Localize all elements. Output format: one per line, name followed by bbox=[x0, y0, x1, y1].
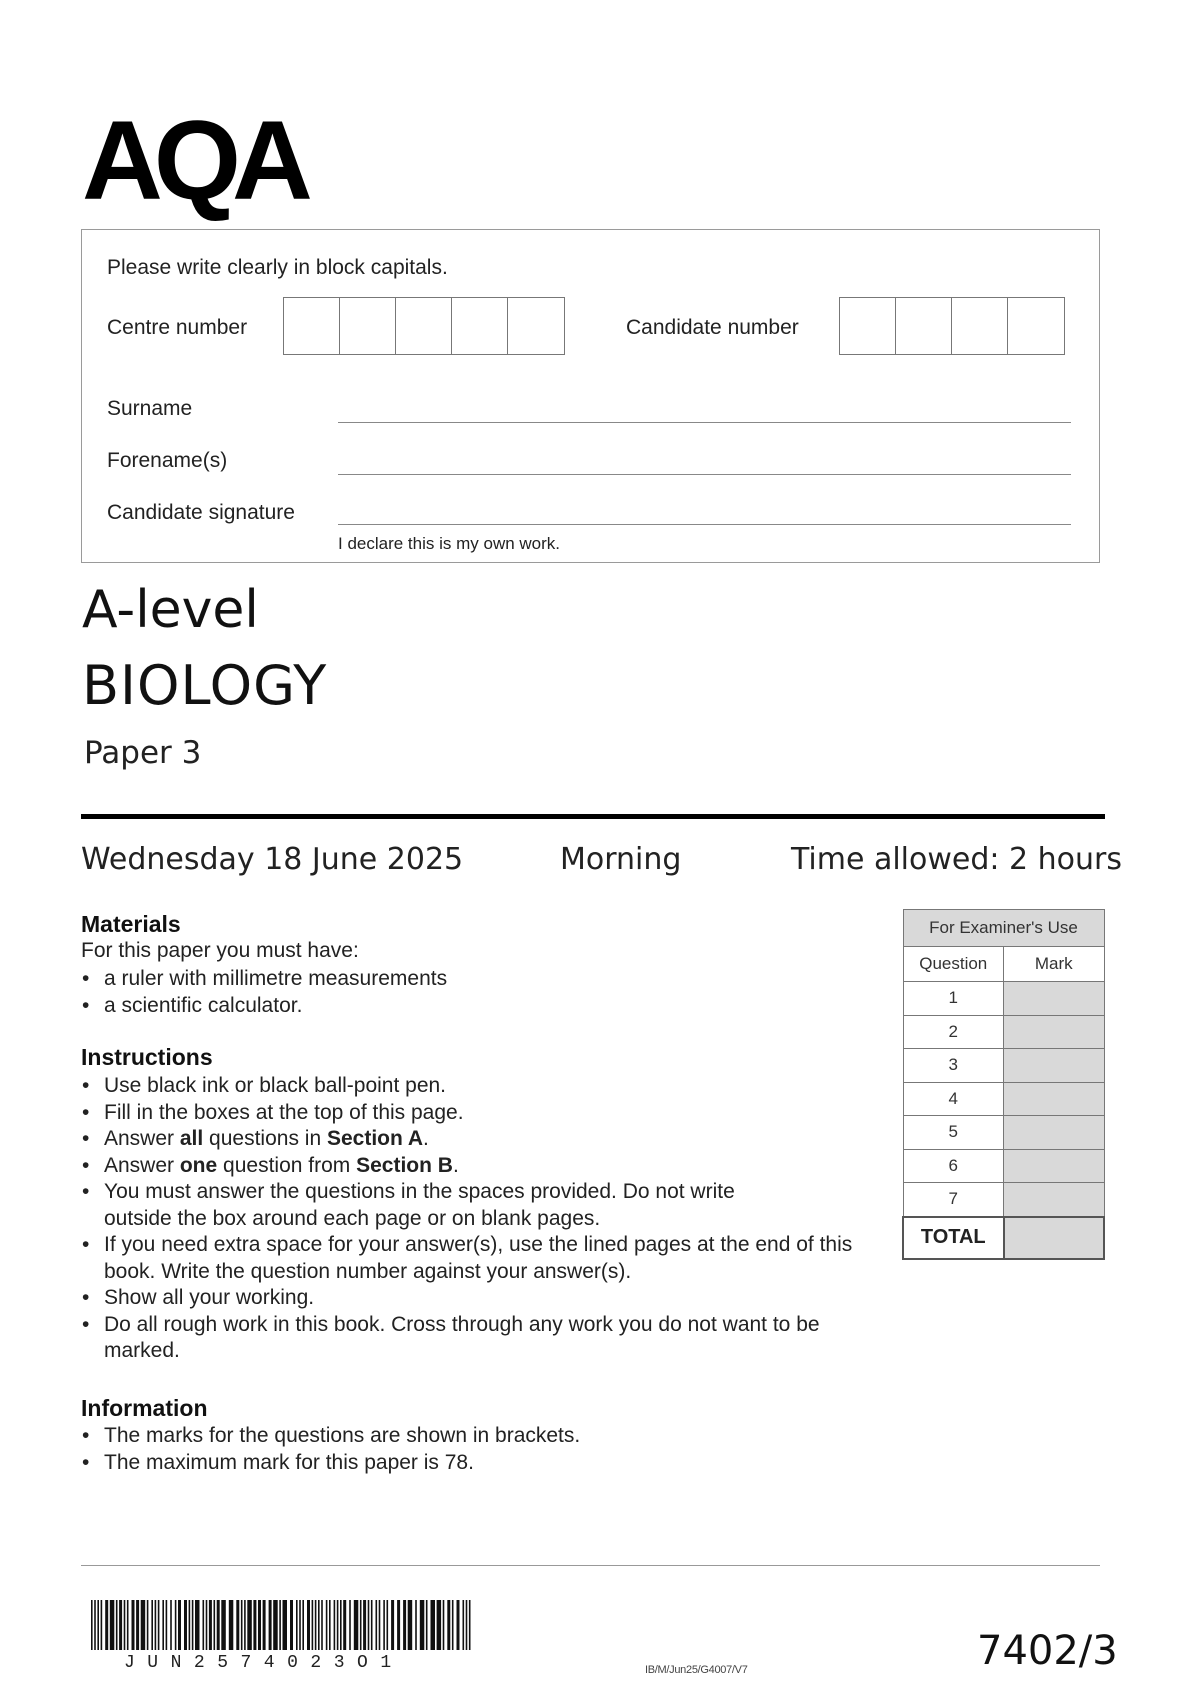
list-item: • If you need extra space for your answer(s), use the lined pages at the end of this book. Write the question number against your answer(s). bbox=[81, 1232, 884, 1285]
question-number: 5 bbox=[903, 1116, 1004, 1150]
barcode-bar bbox=[155, 1600, 157, 1650]
total-label: TOTAL bbox=[903, 1217, 1004, 1259]
barcode-bar bbox=[469, 1600, 471, 1650]
mark-cell bbox=[1004, 1082, 1105, 1116]
barcode-bar bbox=[263, 1600, 266, 1650]
barcode-bar bbox=[170, 1600, 172, 1650]
barcode-bar bbox=[466, 1600, 468, 1650]
list-item: • Fill in the boxes at the top of this page. bbox=[81, 1100, 881, 1127]
barcode-bar bbox=[299, 1600, 301, 1650]
barcode-bar bbox=[217, 1600, 220, 1650]
list-item: • You must answer the questions in the spaces provided. Do not write outside the box around each page or on blank pages. bbox=[81, 1179, 794, 1232]
mark-column-header: Mark bbox=[1004, 947, 1105, 982]
forenames-line[interactable] bbox=[338, 474, 1071, 475]
candidate-number-digit-box[interactable] bbox=[952, 298, 1008, 354]
barcode-bar bbox=[343, 1600, 346, 1650]
materials-intro: For this paper you must have: bbox=[81, 939, 359, 962]
barcode-bar bbox=[420, 1600, 425, 1650]
forenames-label: Forename(s) bbox=[107, 449, 228, 472]
footer-divider bbox=[81, 1565, 1100, 1566]
barcode-bar bbox=[321, 1600, 323, 1650]
mark-cell bbox=[1004, 1116, 1105, 1150]
barcode-bar bbox=[360, 1600, 362, 1650]
barcode-bar bbox=[195, 1600, 200, 1650]
barcode-bar bbox=[379, 1600, 381, 1650]
list-item: • Show all your working. bbox=[81, 1285, 881, 1312]
mark-cell bbox=[1004, 1049, 1105, 1083]
examiner-use-table bbox=[902, 909, 1105, 1260]
barcode-bar bbox=[124, 1600, 126, 1650]
barcode-bar bbox=[290, 1600, 293, 1650]
barcode-bar bbox=[147, 1600, 149, 1650]
barcode-bar bbox=[457, 1600, 460, 1650]
barcode-bar bbox=[244, 1600, 246, 1650]
barcode-bar bbox=[397, 1600, 400, 1650]
barcode-bar bbox=[241, 1600, 243, 1650]
candidate-number-boxes[interactable] bbox=[839, 297, 1065, 355]
candidate-number-digit-box[interactable] bbox=[1008, 298, 1064, 354]
mark-cell bbox=[1004, 1149, 1105, 1183]
barcode-bar bbox=[97, 1600, 99, 1650]
subject-title: BIOLOGY bbox=[82, 654, 328, 717]
header-divider bbox=[81, 814, 1105, 819]
barcode-bar bbox=[387, 1600, 389, 1650]
list-item: • a scientific calculator. bbox=[81, 993, 447, 1020]
barcode-bar bbox=[229, 1600, 234, 1650]
barcode-bar bbox=[408, 1600, 413, 1650]
signature-line[interactable] bbox=[338, 524, 1071, 525]
barcode-bar bbox=[443, 1600, 445, 1650]
barcode-bar bbox=[132, 1600, 135, 1650]
mark-cell bbox=[1004, 1183, 1105, 1217]
list-item: • The maximum mark for this paper is 78. bbox=[81, 1450, 580, 1477]
barcode-bar bbox=[318, 1600, 320, 1650]
information-heading: Information bbox=[81, 1395, 208, 1421]
centre-number-label: Centre number bbox=[107, 316, 248, 339]
signature-label: Candidate signature bbox=[107, 501, 295, 524]
barcode-bar bbox=[354, 1600, 359, 1650]
barcode-bar bbox=[166, 1600, 168, 1650]
candidate-number-digit-box[interactable] bbox=[840, 298, 896, 354]
question-number: 3 bbox=[903, 1049, 1004, 1083]
barcode-bar bbox=[334, 1600, 336, 1650]
barcode-bar bbox=[127, 1600, 129, 1650]
exam-date: Wednesday 18 June 2025 bbox=[81, 842, 464, 877]
barcode-bar bbox=[189, 1600, 191, 1650]
instructions-list bbox=[81, 1073, 881, 1365]
barcode-bar bbox=[91, 1600, 93, 1650]
question-column-header: Question bbox=[903, 947, 1004, 982]
qualification-level: A-level bbox=[82, 580, 259, 640]
barcode-bar bbox=[206, 1600, 208, 1650]
barcode-bar bbox=[326, 1600, 328, 1650]
barcode-bar bbox=[110, 1600, 115, 1650]
question-number: 7 bbox=[903, 1183, 1004, 1217]
barcode-bar bbox=[184, 1600, 187, 1650]
barcode-bar bbox=[151, 1600, 153, 1650]
barcode-bar bbox=[119, 1600, 122, 1650]
centre-number-digit-box[interactable] bbox=[284, 298, 340, 354]
instructions-heading: Instructions bbox=[81, 1044, 213, 1070]
barcode-bar bbox=[136, 1600, 139, 1650]
barcode-bar bbox=[403, 1600, 406, 1650]
barcode-bar bbox=[463, 1600, 465, 1650]
barcode-bar bbox=[363, 1600, 366, 1650]
centre-number-digit-box[interactable] bbox=[396, 298, 452, 354]
barcode-bar bbox=[178, 1600, 181, 1650]
aqa-logo: AQA bbox=[82, 98, 304, 223]
barcode-bar bbox=[101, 1600, 103, 1650]
barcode-bar bbox=[415, 1600, 417, 1650]
list-item: • a ruler with millimetre measurements bbox=[81, 966, 447, 993]
barcode-bar bbox=[203, 1600, 205, 1650]
total-mark-cell bbox=[1004, 1217, 1105, 1259]
centre-number-digit-box[interactable] bbox=[340, 298, 396, 354]
barcode-bar bbox=[452, 1600, 454, 1650]
barcode-bar bbox=[94, 1600, 96, 1650]
question-number: 4 bbox=[903, 1082, 1004, 1116]
list-item: • Do all rough work in this book. Cross through any work you do not want to be marked. bbox=[81, 1312, 844, 1365]
barcode-bar bbox=[279, 1600, 281, 1650]
barcode-bar bbox=[426, 1600, 428, 1650]
barcode-bar bbox=[209, 1600, 212, 1650]
own-work-declaration: I declare this is my own work. bbox=[338, 534, 561, 553]
list-item: • Answer all questions in Section A. bbox=[81, 1126, 881, 1153]
barcode-bar bbox=[141, 1600, 146, 1650]
time-allowed: Time allowed: 2 hours bbox=[791, 842, 1123, 877]
question-number: 1 bbox=[903, 982, 1004, 1016]
barcode bbox=[91, 1600, 476, 1650]
barcode-bar bbox=[315, 1600, 317, 1650]
barcode-bar bbox=[192, 1600, 194, 1650]
barcode-bar bbox=[391, 1600, 394, 1650]
barcode-digits: JUN2574023O1 bbox=[124, 1653, 404, 1673]
barcode-bar bbox=[116, 1600, 118, 1650]
question-number: 2 bbox=[903, 1015, 1004, 1049]
barcode-bar bbox=[258, 1600, 261, 1650]
centre-number-digit-box[interactable] bbox=[508, 298, 564, 354]
barcode-bar bbox=[214, 1600, 216, 1650]
paper-code: 7402/3 bbox=[977, 1628, 1118, 1674]
barcode-bar bbox=[247, 1600, 252, 1650]
barcode-bar bbox=[283, 1600, 288, 1650]
barcode-bar bbox=[349, 1600, 351, 1650]
barcode-bar bbox=[273, 1600, 278, 1650]
materials-heading: Materials bbox=[81, 911, 181, 937]
barcode-bar bbox=[158, 1600, 160, 1650]
surname-label: Surname bbox=[107, 397, 193, 420]
barcode-bar bbox=[447, 1600, 450, 1650]
candidate-number-digit-box[interactable] bbox=[896, 298, 952, 354]
barcode-bar bbox=[368, 1600, 370, 1650]
exam-session: Morning bbox=[560, 842, 682, 877]
barcode-bar bbox=[253, 1600, 256, 1650]
mark-cell bbox=[1004, 1015, 1105, 1049]
barcode-bar bbox=[383, 1600, 385, 1650]
barcode-bar bbox=[296, 1600, 298, 1650]
barcode-bar bbox=[376, 1600, 378, 1650]
barcode-bar bbox=[221, 1600, 226, 1650]
barcode-bar bbox=[371, 1600, 373, 1650]
block-capitals-instruction: Please write clearly in block capitals. bbox=[107, 256, 448, 279]
mark-cell bbox=[1004, 982, 1105, 1016]
candidate-details-box bbox=[81, 229, 1100, 563]
list-item: • The marks for the questions are shown in brackets. bbox=[81, 1423, 580, 1450]
barcode-bar bbox=[337, 1600, 339, 1650]
barcode-bar bbox=[340, 1600, 342, 1650]
list-item: • Use black ink or black ball-point pen. bbox=[81, 1073, 881, 1100]
question-number: 6 bbox=[903, 1149, 1004, 1183]
list-item: • Answer one question from Section B. bbox=[81, 1153, 881, 1180]
barcode-bar bbox=[307, 1600, 310, 1650]
barcode-bar bbox=[437, 1600, 442, 1650]
barcode-bar bbox=[269, 1600, 272, 1650]
barcode-bar bbox=[162, 1600, 164, 1650]
paper-reference: IB/M/Jun25/G4007/V7 bbox=[645, 1664, 748, 1676]
information-list bbox=[81, 1423, 580, 1476]
barcode-bar bbox=[302, 1600, 304, 1650]
paper-number: Paper 3 bbox=[84, 735, 202, 771]
barcode-bar bbox=[312, 1600, 314, 1650]
surname-line[interactable] bbox=[338, 422, 1071, 423]
barcode-bar bbox=[236, 1600, 239, 1650]
examiner-table-title: For Examiner's Use bbox=[903, 910, 1104, 947]
centre-number-boxes[interactable] bbox=[283, 297, 565, 355]
centre-number-digit-box[interactable] bbox=[452, 298, 508, 354]
barcode-bar bbox=[175, 1600, 177, 1650]
barcode-bar bbox=[329, 1600, 331, 1650]
barcode-bar bbox=[105, 1600, 108, 1650]
candidate-number-label: Candidate number bbox=[626, 316, 799, 339]
barcode-bar bbox=[431, 1600, 436, 1650]
materials-list bbox=[81, 966, 447, 1019]
